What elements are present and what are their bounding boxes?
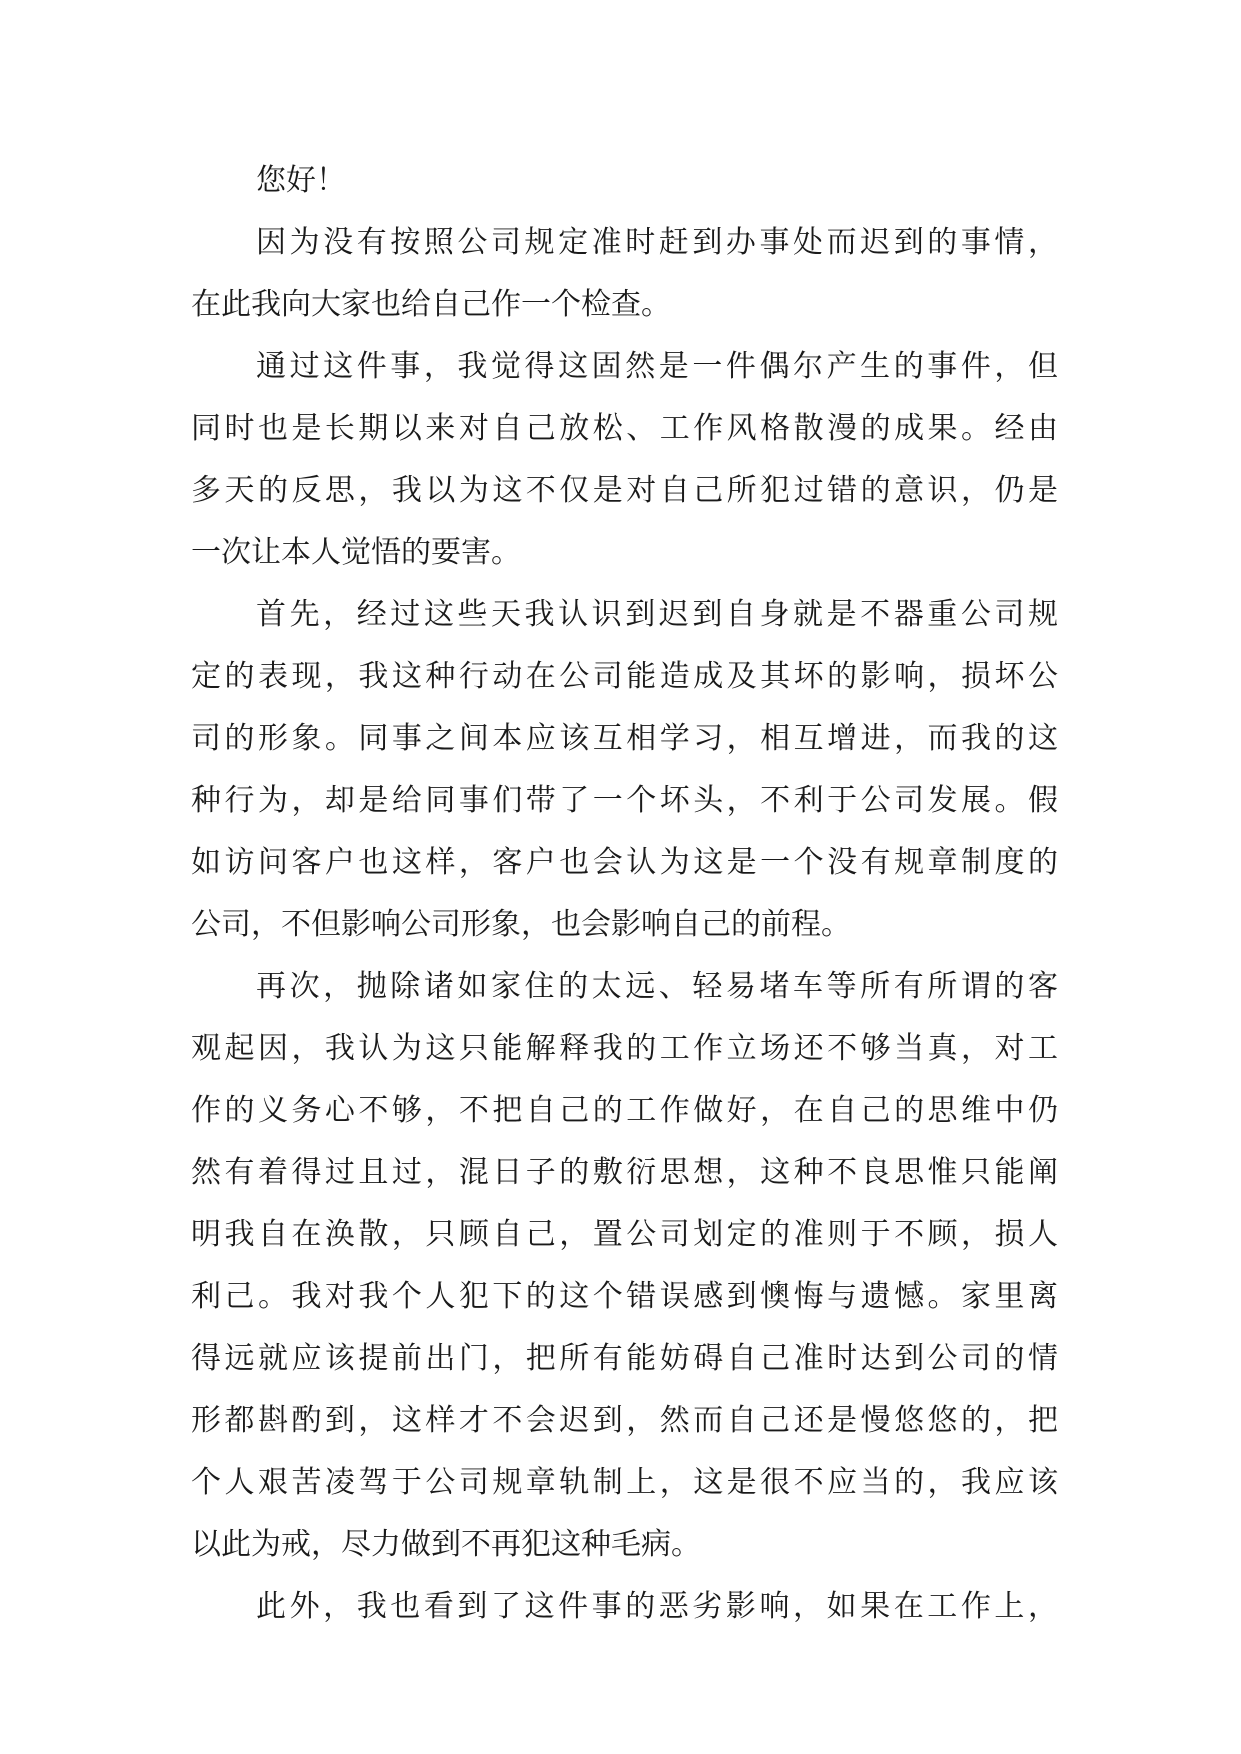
paragraph: [191, 1576, 1058, 1638]
text-line: 司的形象。同事之间本应该互相学习，相互增进，而我的这: [191, 721, 1058, 756]
paragraph-greeting: [191, 150, 1058, 212]
paragraph: [191, 336, 1058, 584]
text-line: 明我自在涣散，只顾自己，置公司划定的准则于不顾，损人: [191, 1217, 1058, 1252]
text-line: 此外，我也看到了这件事的恶劣影响，如果在工作上，: [256, 1589, 1058, 1624]
text-line: 得远就应该提前出门，把所有能妨碍自己准时达到公司的情: [191, 1341, 1058, 1376]
text-line: 同时也是长期以来对自己放松、工作风格散漫的成果。经由: [191, 411, 1058, 446]
text-line: 一次让本人觉悟的要害。: [191, 535, 521, 570]
document-body: [191, 150, 1058, 1638]
text-line: 如访问客户也这样，客户也会认为这是一个没有规章制度的: [191, 845, 1058, 880]
text-line: 因为没有按照公司规定准时赶到办事处而迟到的事情，: [256, 225, 1058, 260]
text-line: 个人艰苦凌驾于公司规章轨制上，这是很不应当的，我应该: [191, 1465, 1058, 1500]
text-line: 种行为，却是给同事们带了一个坏头，不利于公司发展。假: [191, 783, 1058, 818]
text-line: 观起因，我认为这只能解释我的工作立场还不够当真，对工: [191, 1031, 1058, 1066]
text-line: 再次，抛除诸如家住的太远、轻易堵车等所有所谓的客: [256, 969, 1058, 1004]
text-line: 定的表现，我这种行动在公司能造成及其坏的影响，损坏公: [191, 659, 1058, 694]
text-line: 形都斟酌到，这样才不会迟到，然而自己还是慢悠悠的，把: [191, 1403, 1058, 1438]
text-line: 您好！: [256, 163, 346, 198]
paragraph: [191, 212, 1058, 336]
text-line: 首先，经过这些天我认识到迟到自身就是不器重公司规: [256, 597, 1058, 632]
text-line: 通过这件事，我觉得这固然是一件偶尔产生的事件，但: [256, 349, 1058, 384]
text-line: 在此我向大家也给自己作一个检查。: [191, 287, 671, 322]
text-line: 作的义务心不够，不把自己的工作做好，在自己的思维中仍: [191, 1093, 1058, 1128]
text-line: 公司，不但影响公司形象，也会影响自己的前程。: [191, 907, 851, 942]
text-line: 利己。我对我个人犯下的这个错误感到懊悔与遗憾。家里离: [191, 1279, 1058, 1314]
paragraph: [191, 956, 1058, 1576]
text-line: 以此为戒，尽力做到不再犯这种毛病。: [191, 1527, 701, 1562]
text-line: 多天的反思，我以为这不仅是对自己所犯过错的意识，仍是: [191, 473, 1058, 508]
paragraph: [191, 584, 1058, 956]
text-line: 然有着得过且过，混日子的敷衍思想，这种不良思惟只能阐: [191, 1155, 1058, 1190]
